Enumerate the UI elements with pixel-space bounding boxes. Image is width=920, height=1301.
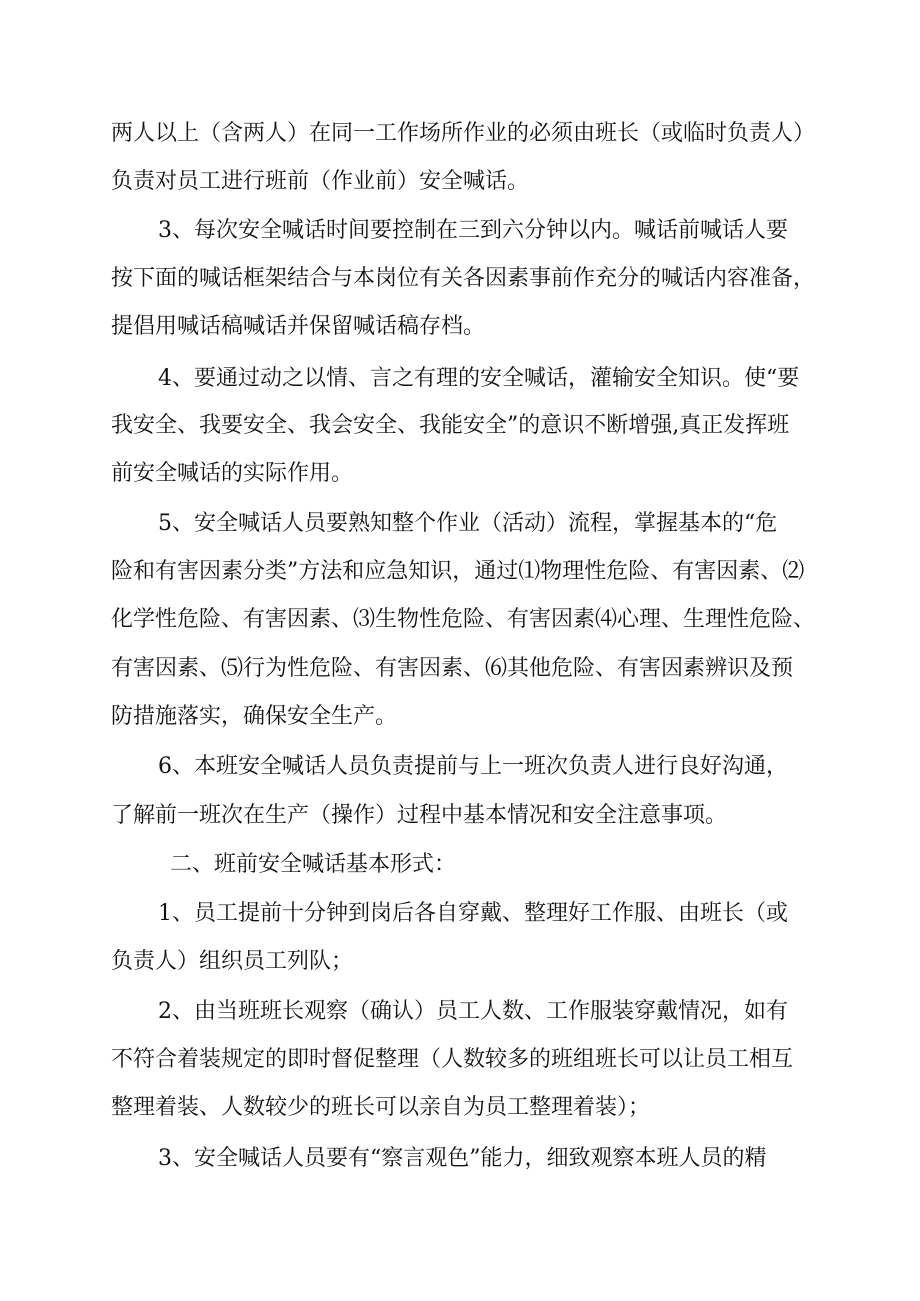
- section-heading: 二、班前安全喊话基本形式：: [170, 852, 457, 877]
- text-line: 有害因素、⑸行为性危险、有害因素、⑹其他危险、有害因素辨识及预: [111, 656, 794, 681]
- section-heading: 了解前一班次在生产（操作）过程中基本情况和安全注意事项。: [111, 803, 728, 828]
- text-line: 1、员工提前十分钟到岗后各自穿戴、整理好工作服、由班长（或: [158, 901, 788, 926]
- text-line: 5、安全喊话人员要熟知整个作业（活动）流程，掌握基本的“危: [158, 511, 778, 536]
- text-line: 防措施落实，确保安全生产。: [111, 704, 398, 729]
- text-line: 化学性危险、有害因素、⑶生物性危险、有害因素⑷心理、生理性危险、: [111, 607, 816, 632]
- text-line: 两人以上（含两人）在同一工作场所作业的必须由班长（或临时负责人）: [111, 121, 816, 146]
- text-line: 6、本班安全喊话人员负责提前与上一班次负责人进行良好沟通，: [158, 754, 788, 779]
- text-line: 4、要通过动之以情、言之有理的安全喊话，灌输安全知识。使“要: [158, 366, 800, 391]
- text-line: 2、由当班班长观察（确认）员工人数、工作服装穿戴情况，如有: [158, 999, 788, 1024]
- text-line: 不符合着装规定的即时督促整理（人数较多的班组班长可以让员工相互: [111, 1047, 794, 1072]
- text-line: 负责人）组织员工列队；: [111, 949, 354, 974]
- text-line: 负责对员工进行班前（作业前）安全喊话。: [111, 169, 530, 194]
- text-line: 整理着装、人数较少的班长可以亲自为员工整理着装）；: [111, 1095, 651, 1120]
- text-line: 险和有害因素分类”方法和应急知识，通过⑴物理性危险、有害因素、⑵: [111, 559, 805, 584]
- text-line: 前安全喊话的实际作用。: [111, 461, 354, 486]
- text-line: 3、每次安全喊话时间要控制在三到六分钟以内。喊话前喊话人要: [158, 218, 788, 243]
- text-line: 提倡用喊话稿喊话并保留喊话稿存档。: [111, 314, 486, 339]
- text-line: 按下面的喊话框架结合与本岗位有关各因素事前作充分的喊话内容准备，: [111, 266, 816, 291]
- text-line: 3、安全喊话人员要有“察言观色”能力，细致观察本班人员的精: [158, 1146, 767, 1171]
- text-line: 我安全、我要安全、我会安全、我能安全”的意识不断增强,真正发挥班: [111, 413, 790, 438]
